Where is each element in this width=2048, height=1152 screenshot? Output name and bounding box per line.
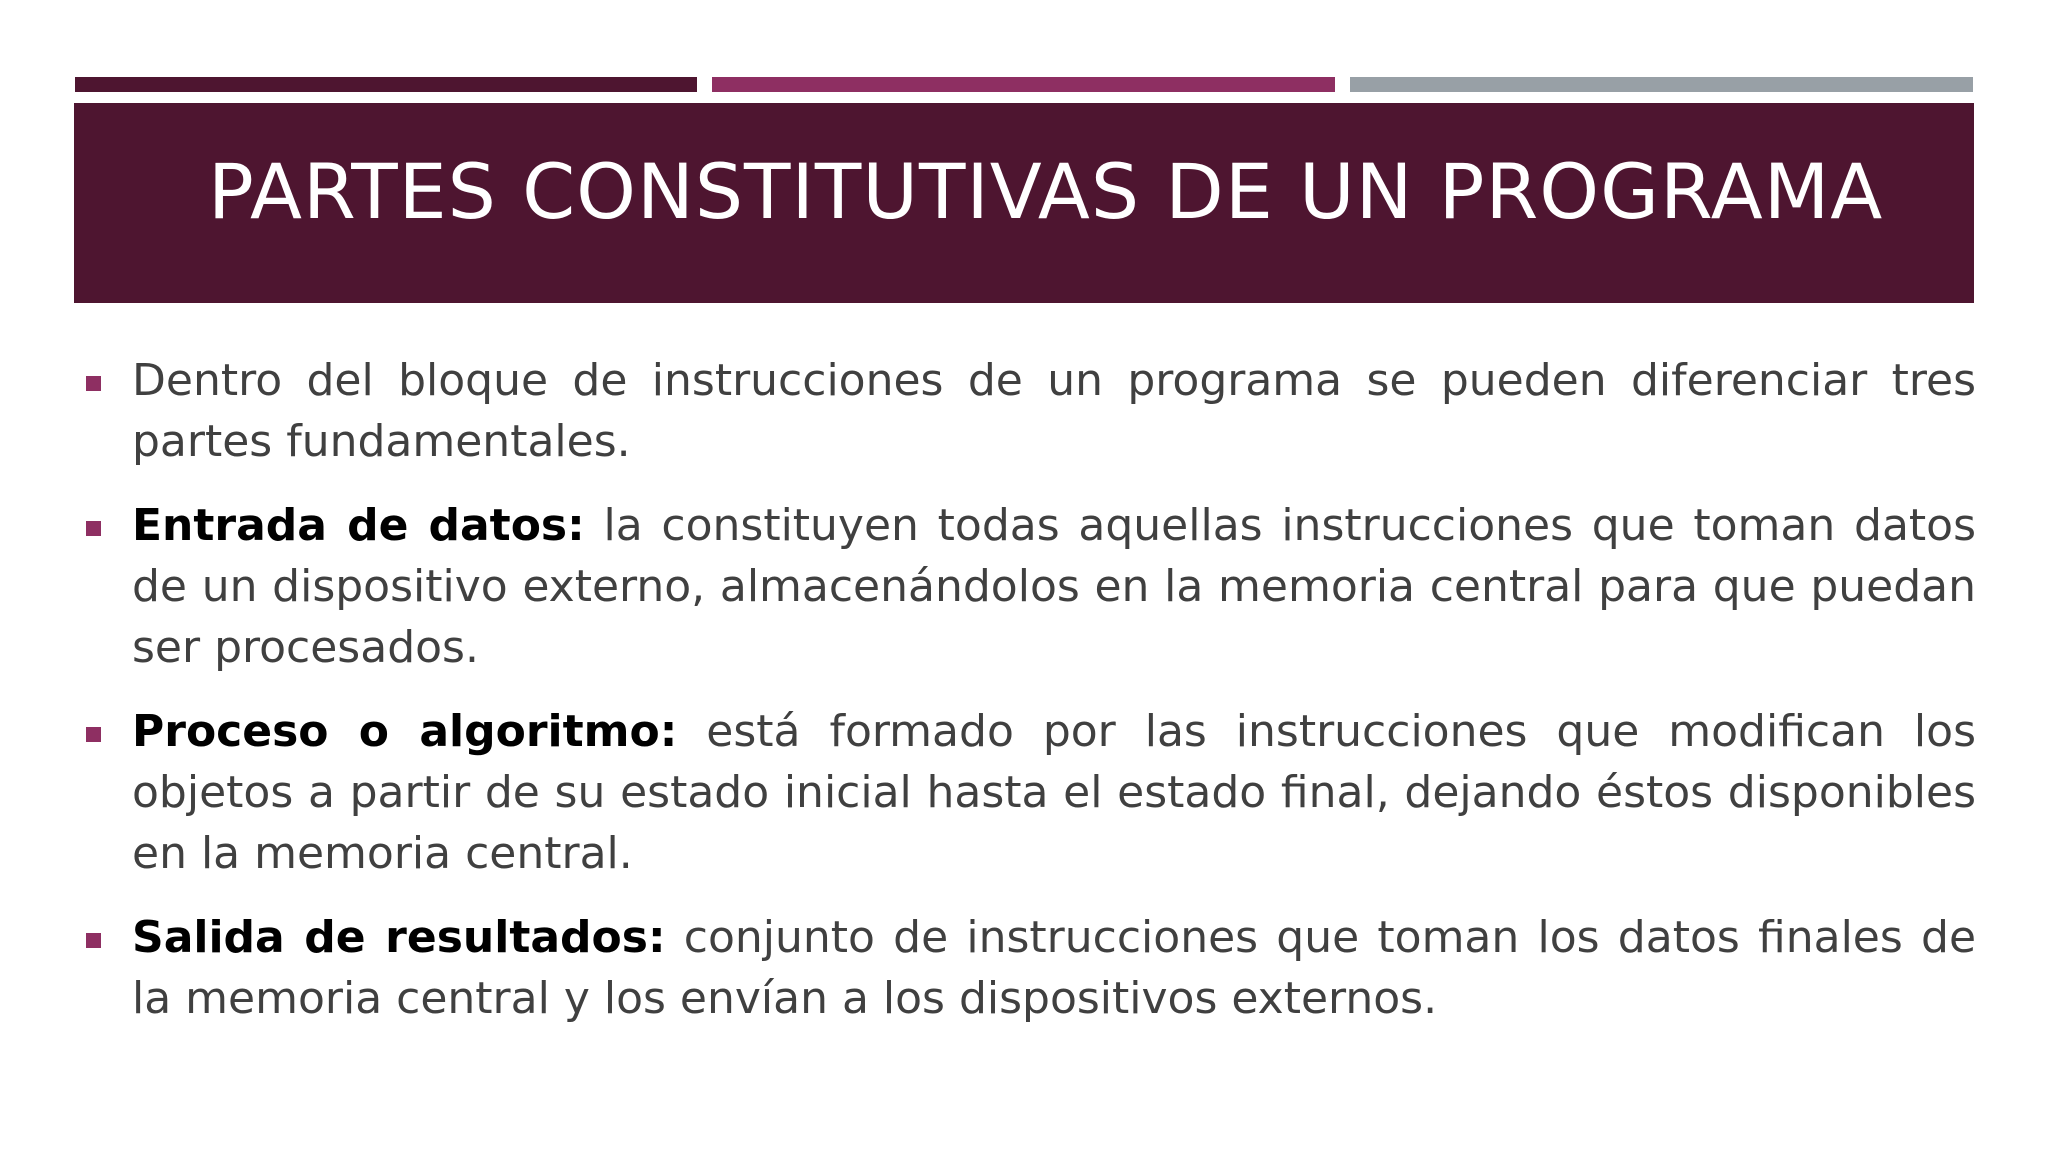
accent-bar-magenta [712,77,1335,92]
bullet-item-proceso [80,701,1976,884]
bullet-text: la constituyen todas aquellas instrucciones que toman datos de un dispositivo externo, almacenándolos en la memoria central para que puedan ser procesados. [132,500,1976,673]
accent-bar-gray [1350,77,1973,92]
bullet-list [80,350,1976,1052]
bullet-text: Dentro del bloque de instrucciones de un programa se pueden diferenciar tres partes fundamentales. [132,355,1976,467]
square-bullet-icon [86,376,101,391]
square-bullet-icon [86,933,101,948]
bullet-item-salida [80,907,1976,1029]
bullet-term: Salida de resultados: [132,912,666,963]
bullet-text: está formado por las instrucciones que modifican los objetos a partir de su estado inicial hasta el estado final, dejando éstos disponibles en la memoria central. [132,706,1976,879]
bullet-term: Proceso o algoritmo: [132,706,678,757]
square-bullet-icon [86,727,101,742]
accent-bar-dark [75,77,697,92]
square-bullet-icon [86,521,101,536]
slide-title: PARTES CONSTITUTIVAS DE UN PROGRAMA [208,147,1884,236]
bullet-item-intro [80,350,1976,472]
bullet-item-entrada [80,495,1976,678]
bullet-text: conjunto de instrucciones que toman los datos finales de la memoria central y los envían a los dispositivos externos. [132,912,1977,1024]
bullet-term: Entrada de datos: [132,500,585,551]
title-band [74,103,1974,303]
